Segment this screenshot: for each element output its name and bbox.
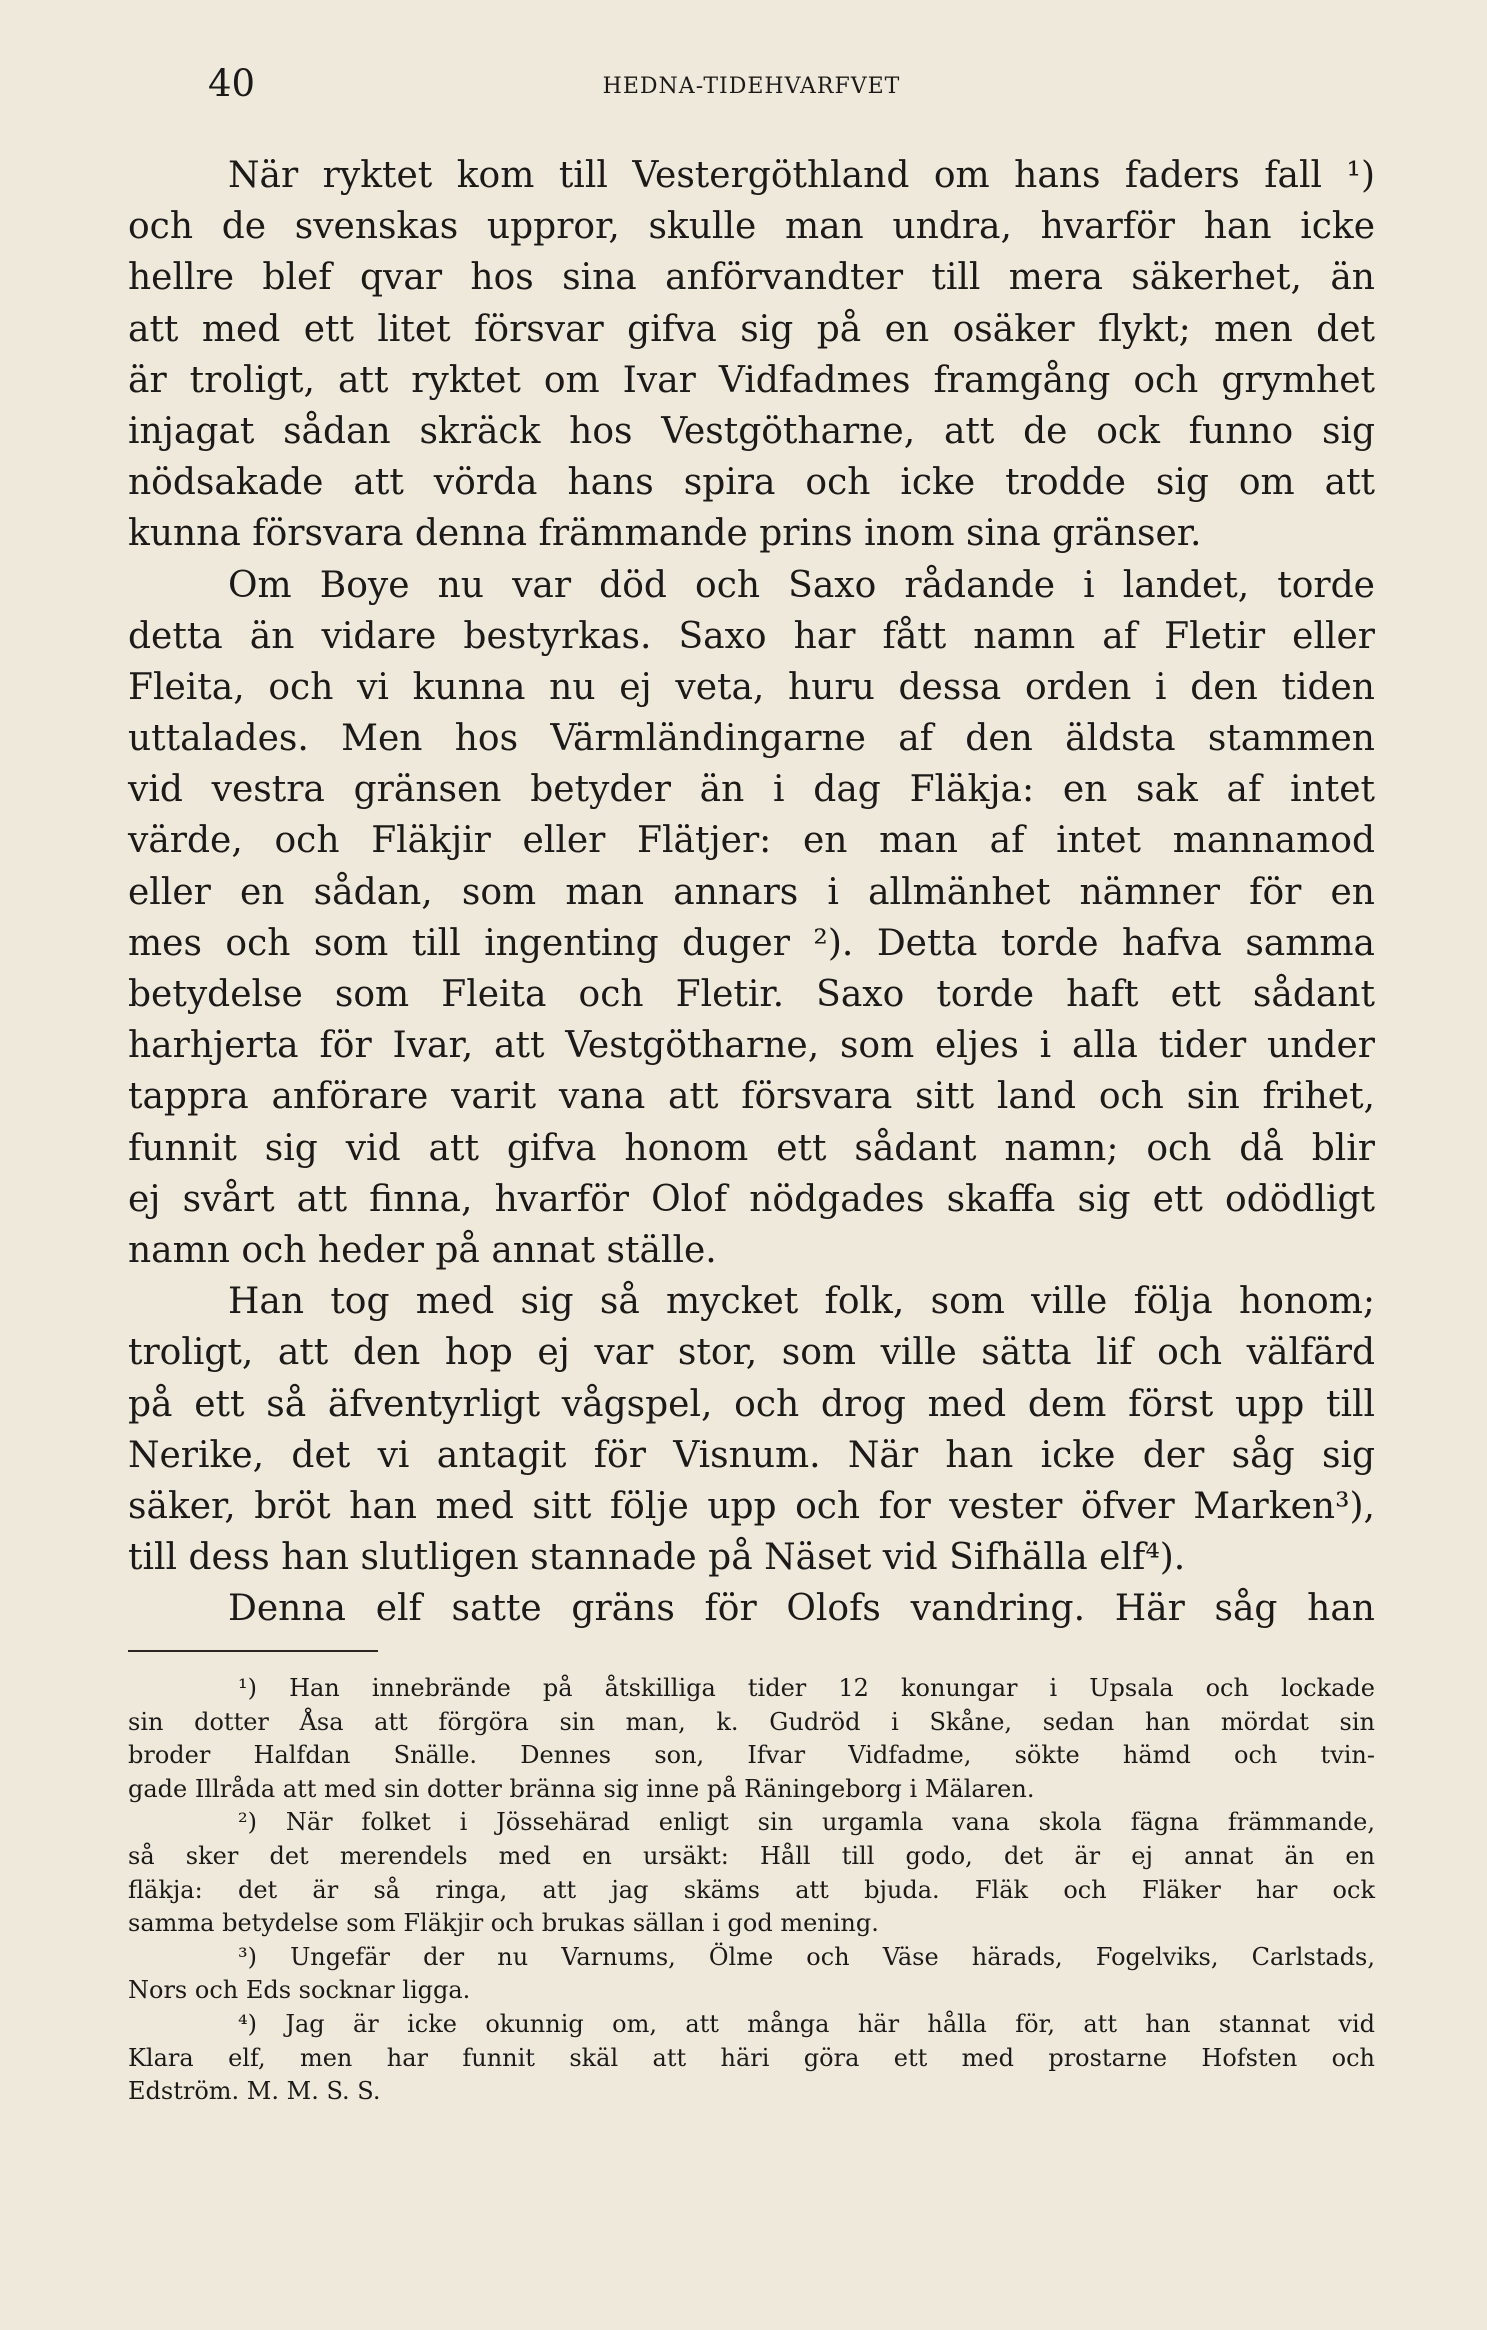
page-header xyxy=(128,62,1375,112)
text-line: är troligt, att ryktet om Ivar Vidfadmes framgång och grymhet xyxy=(128,359,1375,401)
footnote-line: ³) Ungefär der nu Varnums, Ölme och Väse härads, Fogelviks, Carlstads, xyxy=(238,1942,1375,1971)
text-line: vid vestra gränsen betyder än i dag Fläkja: en sak af intet xyxy=(128,769,1375,811)
footnote-line: samma betydelse som Fläkjir och brukas sällan i god mening. xyxy=(128,1909,879,1938)
text-line: namn och heder på annat ställe. xyxy=(128,1229,717,1271)
text-line: kunna försvara denna främmande prins inom sina gränser. xyxy=(128,513,1202,555)
text-line: hellre blef qvar hos sina anförvandter till mera säkerhet, än xyxy=(128,257,1375,299)
footnote-line: så sker det merendels med en ursäkt: Håll till godo, det är ej annat än en xyxy=(128,1841,1375,1870)
footnote-line: sin dotter Åsa att förgöra sin man, k. Gudröd i Skåne, sedan han mördat sin xyxy=(128,1707,1375,1736)
footnote-line: ¹) Han innebrände på åtskilliga tider 12 konungar i Upsala och lockade xyxy=(238,1674,1375,1702)
text-line: Om Boye nu var död och Saxo rådande i landet, torde xyxy=(228,564,1375,606)
text-line: uttalades. Men hos Värmländingarne af den äldsta stammen xyxy=(128,718,1375,760)
footnote-line: Edström. M. M. S. S. xyxy=(128,2077,381,2106)
footnote-line: ²) När folket i Jössehärad enligt sin urgamla vana skola fägna främmande, xyxy=(238,1808,1375,1837)
footnote-line: Klara elf, men har funnit skäl att häri göra ett med prostarne Hofsten och xyxy=(128,2043,1375,2072)
text-line: och de svenskas uppror, skulle man undra, hvarför han icke xyxy=(128,206,1375,248)
footnote-rule xyxy=(128,1650,378,1652)
text-line: att med ett litet försvar gifva sig på en osäker flykt; men det xyxy=(128,308,1375,350)
footnote-line: ⁴) Jag är icke okunnig om, att många här hålla för, att han stannat vid xyxy=(238,2009,1375,2038)
text-line: När ryktet kom till Vestergöthland om hans faders fall ¹) xyxy=(228,155,1375,196)
text-line: på ett så äfventyrligt vågspel, och drog med dem först upp till xyxy=(128,1383,1375,1425)
text-line: eller en sådan, som man annars i allmänhet nämner för en xyxy=(128,871,1375,913)
text-line: Nerike, det vi antagit för Visnum. När han icke der såg sig xyxy=(128,1434,1375,1476)
footnote-line: broder Halfdan Snälle. Dennes son, Ifvar Vidfadme, sökte hämd och tvin- xyxy=(128,1741,1375,1770)
text-line: nödsakade att vörda hans spira och icke trodde sig om att xyxy=(128,462,1375,504)
text-line: tappra anförare varit vana att försvara sitt land och sin frihet, xyxy=(128,1076,1375,1118)
text-line: harhjerta för Ivar, att Vestgötharne, som eljes i alla tider under xyxy=(128,1025,1375,1067)
text-line: ej svårt att finna, hvarför Olof nödgades skaffa sig ett odödligt xyxy=(128,1178,1375,1220)
text-line: injagat sådan skräck hos Vestgötharne, att de ock funno sig xyxy=(128,410,1375,452)
text-line: betydelse som Fleita och Fletir. Saxo torde haft ett sådant xyxy=(128,974,1375,1015)
text-line: funnit sig vid att gifva honom ett sådant namn; och då blir xyxy=(128,1127,1375,1169)
text-line: detta än vidare bestyrkas. Saxo har fått namn af Fletir eller xyxy=(128,615,1375,657)
text-line: säker, bröt han med sitt följe upp och for vester öfver Marken³), xyxy=(128,1485,1375,1527)
running-head: HEDNA-TIDEHVARFVET xyxy=(602,74,901,99)
footnote-line: Nors och Eds socknar ligga. xyxy=(128,1976,471,2005)
text-line: mes och som till ingenting duger ²). Detta torde hafva samma xyxy=(128,922,1375,964)
footnote-line: fläkja: det är så ringa, att jag skäms att bjuda. Fläk och Fläker har ock xyxy=(128,1875,1375,1904)
body-text xyxy=(128,150,1375,1634)
footnote-line: gade Illråda att med sin dotter bränna sig inne på Räningeborg i Mälaren. xyxy=(128,1774,1035,1803)
text-line: Denna elf satte gräns för Olofs vandring. Här såg han xyxy=(228,1588,1375,1630)
page-number: 40 xyxy=(208,62,256,105)
text-line: till dess han slutligen stannade på Näset vid Sifhälla elf⁴). xyxy=(128,1537,1186,1579)
text-line: Fleita, och vi kunna nu ej veta, huru dessa orden i den tiden xyxy=(128,666,1375,708)
text-line: troligt, att den hop ej var stor, som ville sätta lif och välfärd xyxy=(128,1332,1375,1374)
text-line: värde, och Fläkjir eller Flätjer: en man af intet mannamod xyxy=(128,820,1375,862)
text-line: Han tog med sig så mycket folk, som ville följa honom; xyxy=(228,1281,1375,1323)
footnotes xyxy=(128,1672,1375,2109)
